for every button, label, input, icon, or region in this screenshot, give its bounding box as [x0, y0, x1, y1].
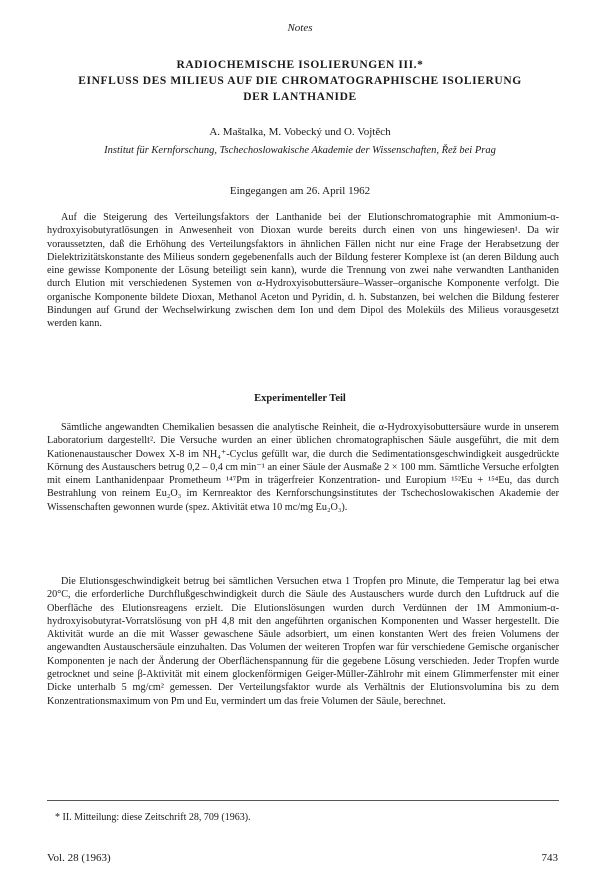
- volume-info: Vol. 28 (1963): [47, 852, 111, 864]
- page-number: 743: [541, 852, 558, 864]
- footnote: * II. Mitteilung: diese Zeitschrift 28, 709 (1963).: [55, 812, 251, 823]
- affiliation: Institut für Kernforschung, Tschechoslowakische Akademie der Wissenschaften, Řež bei Prag: [104, 145, 496, 156]
- section-heading: Experimenteller Teil: [254, 393, 346, 404]
- author-list: A. Maštalka, M. Vobecký und O. Vojtěch: [209, 126, 391, 138]
- title-line-3: DER LANTHANIDE: [243, 91, 357, 103]
- footnote-divider: [47, 800, 559, 801]
- title-line-2: EINFLUSS DES MILIEUS AUF DIE CHROMATOGRAPHISCHE ISOLIERUNG: [78, 75, 522, 87]
- intro-paragraph: Auf die Steigerung des Verteilungsfaktors der Lanthanide bei der Elutionschromatographie mit Ammonium-α-hydroxyisobutyratlösungen in Anwesenheit von Dioxan wurde bereits durch einen von uns hingewiesen¹. Da wir voraussetzten, daß die Erhöhung des Verteilungsfaktors in ähnlichen Fällen nicht nur eine Frage der Herabsetzung der Dielektrizitätskonstante des Milieus sondern gegebenenfalls auch der Bildung festerer Komplexe ist (an deren Bildung auch eine gewisse Komponente der Lösung beteiligt sein kann), wurde die Trennung von zwei nahe verwandten Lanthaniden durch Elution mit verschiedenen Systemen von α-Hydroxyisobuttersäure–Wasser–organische Komponente verfolgt. Die organische Komponente bildete Dioxan, Methanol Aceton und Pyridin, d. h. Substanzen, bei welchen die Bildung festerer Bindungen auf Grund der Wechselwirkung zwischen dem Ion und dem Dipol des Moleküls des Milieus vorausgesetzt werden kann.: [47, 212, 559, 330]
- title-line-1: RADIOCHEMISCHE ISOLIERUNGEN III.*: [176, 59, 424, 71]
- methods-paragraph-1: Sämtliche angewandten Chemikalien besassen die analytische Reinheit, die α-Hydroxyisobuttersäure wurde in unserem Laboratorium dargestellt². Die Versuche wurden an einer üblichen chromatographischen Säule ausgeführt, die mit dem Kationenaustauscher Dowex X-8 im NH₄⁺-Cyclus gefüllt war, die durch die Sedimentationsgeschwindigkeit ausgedrückte Körnung des Austauschers betrug 0,2 – 0,4 cm min⁻¹ an einer Säule der Ausmaße 2 × 100 mm. Sämtliche Versuche erfolgten mit einem Lanthanidenpaar Prometheum ¹⁴⁷Pm in trägerfreier Konzentration- und Europium ¹⁵²Eu + ¹⁵⁴Eu, das durch Bestrahlung von reinem Eu₂O₃ im Kernreaktor des Kernforschungsinstitutes der Tschechoslowakischen Akademie der Wissenschaften gewonnen wurde (spez. Aktivität etwa 10 mc/mg Eu₂O₃).: [47, 422, 559, 513]
- received-date: Eingegangen am 26. April 1962: [229, 185, 371, 197]
- methods-paragraph-2: Die Elutionsgeschwindigkeit betrug bei sämtlichen Versuchen etwa 1 Tropfen pro Minute, die Temperatur lag bei etwa 20°C, die erforderliche Durchflußgeschwindigkeit durch die Säule des Austauschers wurde durch den Luftdruck auf die Oberfläche des Elutionsreagens erzielt. Die Elutionslösungen wurden durch Verdünnen der 1M Ammonium-α-hydroxyisobutyrat-Vorratslösung von pH 4,8 mit den angeführten organischen Komponenten und Wasser hergestellt. Die Aktivität wurde an die mit Wasser gewaschene Säule adsorbiert, um einen konstanten Wert des freien Volumens der angewandten Austauschersäule einzuhalten. Das Volumen der weiteren Tropfen war für verschiedene Gemische organischer Komponenten je nach der Änderung der Oberflächenspannung für die gegebene Lösung verschieden. Jeder Tropfen wurde getrocknet und seine β-Aktivität mit einem glockenförmigen Geiger-Müller-Zählrohr mit einem Glimmerfenster mit einer Dicke unterhalb 5 mg/cm² gemessen. Der Verteilungsfaktor wurde als Verhältnis der Elutionsvolumina bis zu dem Konzentrationsmaximum von Pm und Eu, vermindert um das freie Volumen der Säule, berechnet.: [47, 576, 559, 707]
- article-title: [40, 57, 560, 105]
- running-header: Notes: [287, 22, 313, 34]
